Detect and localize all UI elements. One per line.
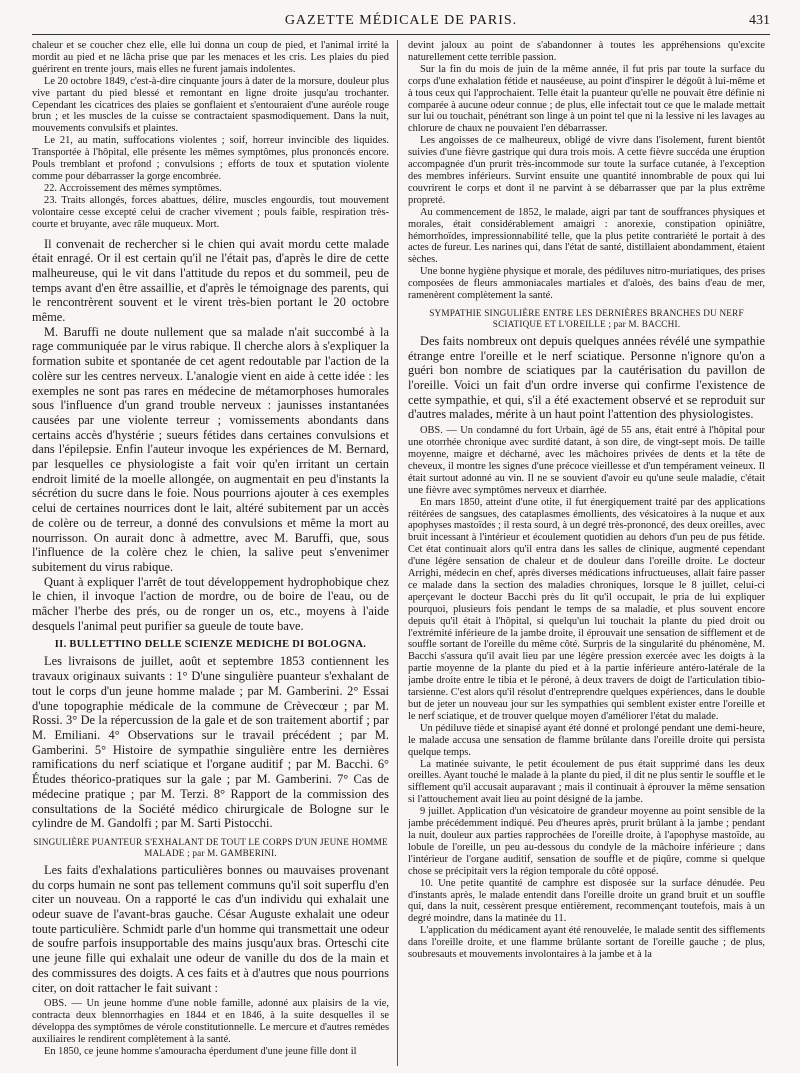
case-text-paragraph: En mars 1850, atteint d'une otite, il fut énergiquement traité par des applications réitérées de sangsues, des cataplasmes émollients, des vésicatoires à la nuque et aux apophyses mastoïdes ; il resta sourd, à un degré très-prononcé, des deux oreilles, avec bruit incessant à l'intérieur et écoulement quotidien au dehors d'un peu de pus fétide. Cet état continuait alors qu'il entra dans les salles de clinique, augmenté cependant d'une légère sensation de chaleur et de douleur dans l'oreille droite. Le docteur Arrighi, médecin en chef, après diverses médications infructueuses, allait faire passer ce malade dans la section des maladies chroniques, lorsque le 8 juillet, celui-ci aperçevant le docteur Bacchi près du lit qu'il occupait, le pria de lui expliquer pourquoi, plusieurs fois pendant le temps de sa maladie, et plus souvent encore depuis qu'il était à l'hôpital, si quelqu'un lui touchait la plante du pied droit ou l'extrémité inférieure de la jambe droite, il éprouvait une sensation de sifflement et de souffle sortant de l'oreille du même côté. Surpris de la singularité du phénomène, M. Bacchi s'assura qu'il avait lieu par une légère pression exercée avec les doigts à la partie moyenne de la plante du pied et à la partie inférieure antéro-latérale de la jambe droite entre le tibia et le péroné, à deux travers de doigt de l'articulation tibio-tarsienne. C'est alors qu'il résolut d'entreprendre quelques expériences, dans le double but de jeter un nouveau jour sur les sympathies qui semblent exister entre l'oreille et le nerf sciatique, et de trouver quelque moyen d'améliorer l'état du malade. [408, 496, 765, 722]
right-column [408, 40, 765, 1068]
case-text-paragraph: 22. Accroissement des mêmes symptômes. [44, 182, 222, 194]
body-paragraph: Il convenait de rechercher si le chien qui avait mordu cette malade était enragé. Or il est certain qu'il ne l'était pas, d'après le dire de cette malheureuse, qui le vit dans l'attitude du repos et du sommeil, peu de temps avant d'en être assaillie, et d'après le témoignage des parents, qui le rencontrèrent souvent et le virent très-bien portant le 20 octobre même. [32, 236, 389, 325]
left-column [32, 40, 389, 1068]
case-text-paragraph: 23. Traits allongés, forces abattues, délire, muscles engourdis, tout mouvement volontaire cesse excepté celui de cracher vivement ; pouls faible, respiration très-courte et bruyante, avec râle muqueux. Mort. [32, 194, 389, 230]
body-paragraph: M. Baruffi ne doute nullement que sa malade n'ait succombé à la rage communiquée par le virus rabique. Il cherche alors à s'expliquer la formation subite et spontanée de cet agent redoutable par l'action de la colère sur les centres nerveux. L'analogie vient en aide à cette idée : les exemples ne sont pas rares en médecine de métamorphoses humorales sous l'influence d'un grand trouble nerveux : jaunisses instantanées causées par une violente terreur ; vomissements abondants dans certains accès d'hystérie ; sueurs fétides dans certaines convulsions et dans l'épilepsie. Enfin l'auteur invoque les expériences de M. Bernard, par lesquelles ce physiologiste a fait voir qu'en irritant un certain endroit limité de la moelle allongée, on augmentait en peu d'instants la sécrétion du sucre dans le foie. Nous pourrions ajouter à ces exemples celui de certaines nourrices dont le lait, altéré subitement par un accès de colère ou de terreur, a donné des convulsions et même la mort au nourrisson. On aurait donc à admettre, avec M. Baruffi, que, sous l'influence de la colère chez le chien, la salive peut s'envenimer subitement du virus rabique. [32, 324, 389, 574]
case-text-paragraph: Les angoisses de ce malheureux, obligé de vivre dans l'isolement, furent bientôt suivies d'une fièvre gastrique qui dura trois mois. A cette fièvre succéda une éruption accompagnée d'un prurit très-incommode sur toute la surface cutanée, à l'exception des membres inférieurs. Survint ensuite une quantité innombrable de poux qui lui couvrirent le corps et dont il ne parvint à se débarrasser que par la plus extrême propreté. [408, 135, 765, 206]
body-paragraph: Quant à expliquer l'arrêt de tout développement hydrophobique chez le chien, il invoque l'action de mordre, ou de boire de l'eau, ou de mâcher l'herbe des prés, ou de ronger un os, etc., moyens à l'aide desquels l'animal peut purifier sa gueule de toute bave. [32, 574, 389, 633]
case-text-paragraph: OBS. — Un condamné du fort Urbain, âgé de 55 ans, était entré à l'hôpital pour une otorrhée chronique avec surdité datant, à son dire, de vingt-sept mois. De taille moyenne, maigre et décharné, avec les mâchoires privées de dents et la tête de cheveux, il montre les signes d'une précoce vieillesse et d'un tempérament veineux. Il était surtout adonné au vin. Il ne se souvient d'avoir eu qu'une seule maladie, c'était une fièvre avec symptômes nerveux et diarrhée. [408, 425, 765, 496]
page-header [32, 12, 770, 35]
case-text-paragraph: 10. Une petite quantité de camphre est disposée sur la surface dénudée. Peu d'instants après, le malade entendit dans l'oreille droite un grand bruit et un souffle qui, dans la nuit, cessèrent presque entièrement, recommençant toutefois, mais à un degré moindre, dans la matinée du 11. [408, 877, 765, 925]
page-number: 431 [749, 13, 770, 28]
case-text-paragraph: Au commencement de 1852, le malade, aigri par tant de souffrances physiques et morales, était considérablement amaigri : anorexie, constipation opiniâtre, hémorrhoïdes, impressionnabilité telle, que la plus petite contrariété le portait à des actes de fureur. Les narines qui, dans l'état de santé, distillaient abondamment, étaient sèches. [408, 206, 765, 266]
body-paragraph: Les faits d'exhalations particulières bonnes ou mauvaises provenant du corps humain ne sont pas tellement communs qu'il soit superflu d'en citer un nouveau. On a rapporté le cas d'un individu qui exhalait une odeur suave de l'avant-bras gauche. César Auguste exhalait une odeur toute particulière. Schmidt parle d'un homme qui transmettait une odeur de soufre parfois insupportable des mains jusqu'aux bras. Orteschi cite une jeune fille qui exhalait une odeur de vanille du dos de la main et des commissures des doigts. A ces faits et à d'autres que nous pourrions citer, on doit rattacher le fait suivant : [32, 862, 389, 995]
case-text-paragraph: L'application du médicament ayant été renouvelée, le malade sentit des sifflements dans l'oreille droite, et une flamme brûlante sortant de l'oreille gauche ; de plus, soubresauts et mouvements involontaires à la jambe et à la [408, 925, 765, 961]
body-paragraph: Des faits nombreux ont depuis quelques années révélé une sympathie étrange entre l'oreille et le nerf sciatique. Personne n'ignore qu'on a guéri bon nombre de sciatiques par la cautérisation du pavillon de l'oreille. Voici un fait d'un ordre inverse qui confirme l'existence de cette sympathie, et qui, s'il a été exactement observé et se reproduit sur d'autres malades, mérite à un haut point l'attention des physiologistes. [408, 333, 765, 422]
case-text-paragraph: En 1850, ce jeune homme s'amouracha éperdument d'une jeune fille dont il [44, 1045, 357, 1057]
column-divider [397, 40, 398, 1066]
article-heading: SYMPATHIE SINGULIÈRE ENTRE LES DERNIÈRES BRANCHES DU NERF SCIATIQUE ET L'OREILLE ; par M. BACCHI. [429, 307, 744, 329]
section-heading: II. BULLETTINO DELLE SCIENZE MEDICHE DI BOLOGNA. [54, 639, 367, 651]
case-text-paragraph: Le 21, au matin, suffocations violentes ; soif, horreur invincible des liquides. Transportée à l'hôpital, elle présente les mêmes symptômes, plus prononcés encore. Pouls tremblant et profond ; convulsions ; efforts de toux et sputation violente comme pour débarrasser la gorge encombrée. [32, 135, 389, 182]
case-text-paragraph: Sur la fin du mois de juin de la même année, il fut pris par toute la surface du corps d'une exhalation fétide et nauséeuse, au point d'inspirer le dégoût à lui-même et à tous ceux qui l'approchaient. Telle était la puanteur qu'elle ne pouvait être définie ni comparée à aucune odeur connue ; de plus, elle infectait tout ce que le malade mettait sur lui ou touchait, pénétrant son linge à un point tel que ni la lessive ni les lavages au chlorure de chaux ne pouvaient l'en débarrasser. [408, 63, 765, 135]
case-text-paragraph: La matinée suivante, le petit écoulement de pus était supprimé dans les deux oreilles. Ayant touché le malade à la plante du pied, il dit ne plus sentir le souffle et le sifflement qu'il accusait auparavant ; mais il continuait à éprouver la même sensation si l'attouchement avait lieu au point désigné de la jambe. [408, 758, 765, 806]
case-text-paragraph: devint jaloux au point de s'abandonner à toutes les appréhensions qu'excite naturellement cette terrible passion. [408, 40, 765, 63]
case-text-paragraph: Un pédiluve tiède et sinapisé ayant été donné et prolongé pendant une demi-heure, le malade accusa une sensation de flamme brûlante dans l'oreille droite qui persista quelque temps. [408, 722, 765, 758]
case-text-paragraph: chaleur et se coucher chez elle, elle lui donna un coup de pied, et l'animal irrité la mordit au pied et ne lâcha prise que par les menaces et les cris. Les plaies du pied guérirent en trente jours, mais elles ne furent jamais indolentes. [32, 40, 389, 75]
body-paragraph: Les livraisons de juillet, août et septembre 1853 contiennent les travaux originaux suivants : 1° D'une singulière puanteur s'exhalant de tout le corps d'un jeune homme malade ; par M. Gamberini. 2° Essai d'une topographie médicale de la commune de Crèvecœur ; par M. Rossi. 3° De la répercussion de la gale et de son traitement abortif ; par M. Emiliani. 4° Observations sur le travail précédent ; par M. Gamberini. 5° Histoire de sympathie singulière entre les dernières ramifications du nerf sciatique et l'organe auditif ; par M. Bacchi. 6° Études théorico-pratiques sur la gale ; par M. Gamberini. 7° Cas de médecine pratique ; par M. Terzi. 8° Rapport de la commission des consultations de la Société médico chirurgicale de Bologne sur le cylindre de M. Gandolfi ; par M. Sarti Pistocchi. [32, 654, 389, 831]
case-text-paragraph: OBS. — Un jeune homme d'une noble famille, adonné aux plaisirs de la vie, contracta deux blennorrhagies en 1844 et en 1846, à la suite desquelles il se développa des symptômes de vérole constitutionnelle. Le mercure et d'autres remèdes auxiliaires le rendirent complètement à la santé. [32, 998, 389, 1045]
case-text-paragraph: 9 juillet. Application d'un vésicatoire de grandeur moyenne au point sensible de la jambe précédemment indiqué. Peu d'heures après, prurit brûlant à la jambe ; pendant la nuit, douleur aux parties rapprochées de l'oreille droite, à l'apophyse mastoïde, au lobule de l'oreille, un peu au-dessous du condyle de la mâchoire inférieure ; dans l'intérieur de l'organe auditif, sensation de souffle et de piqûre, comme si quelque chose se précipitait vers la région temporale du côté opposé. [408, 806, 765, 877]
case-text-paragraph: Le 20 octobre 1849, c'est-à-dire cinquante jours à dater de la morsure, douleur plus vive partant du pied blessé et remontant en ligne droite jusqu'au trochanter. Cependant les cicatrices des plaies se gonflaient et s'entouraient d'une auréole rouge brun ; et les muscles de la cuisse se contractaient spasmodiquement. Dans la nuit, mouvements convulsifs et plaintes. [32, 75, 389, 135]
journal-title: GAZETTE MÉDICALE DE PARIS. [284, 13, 518, 28]
case-text-paragraph: Une bonne hygiène physique et morale, des pédiluves nitro-muriatiques, des prises composées de fleurs ammoniacales martiales et d'aloès, des bains d'eau de mer, ramenèrent complètement la santé. [408, 266, 765, 302]
article-heading: SINGULIÈRE PUANTEUR S'EXHALANT DE TOUT LE CORPS D'UN JEUNE HOMME MALADE ; par M. GAMBERINI. [33, 836, 388, 858]
